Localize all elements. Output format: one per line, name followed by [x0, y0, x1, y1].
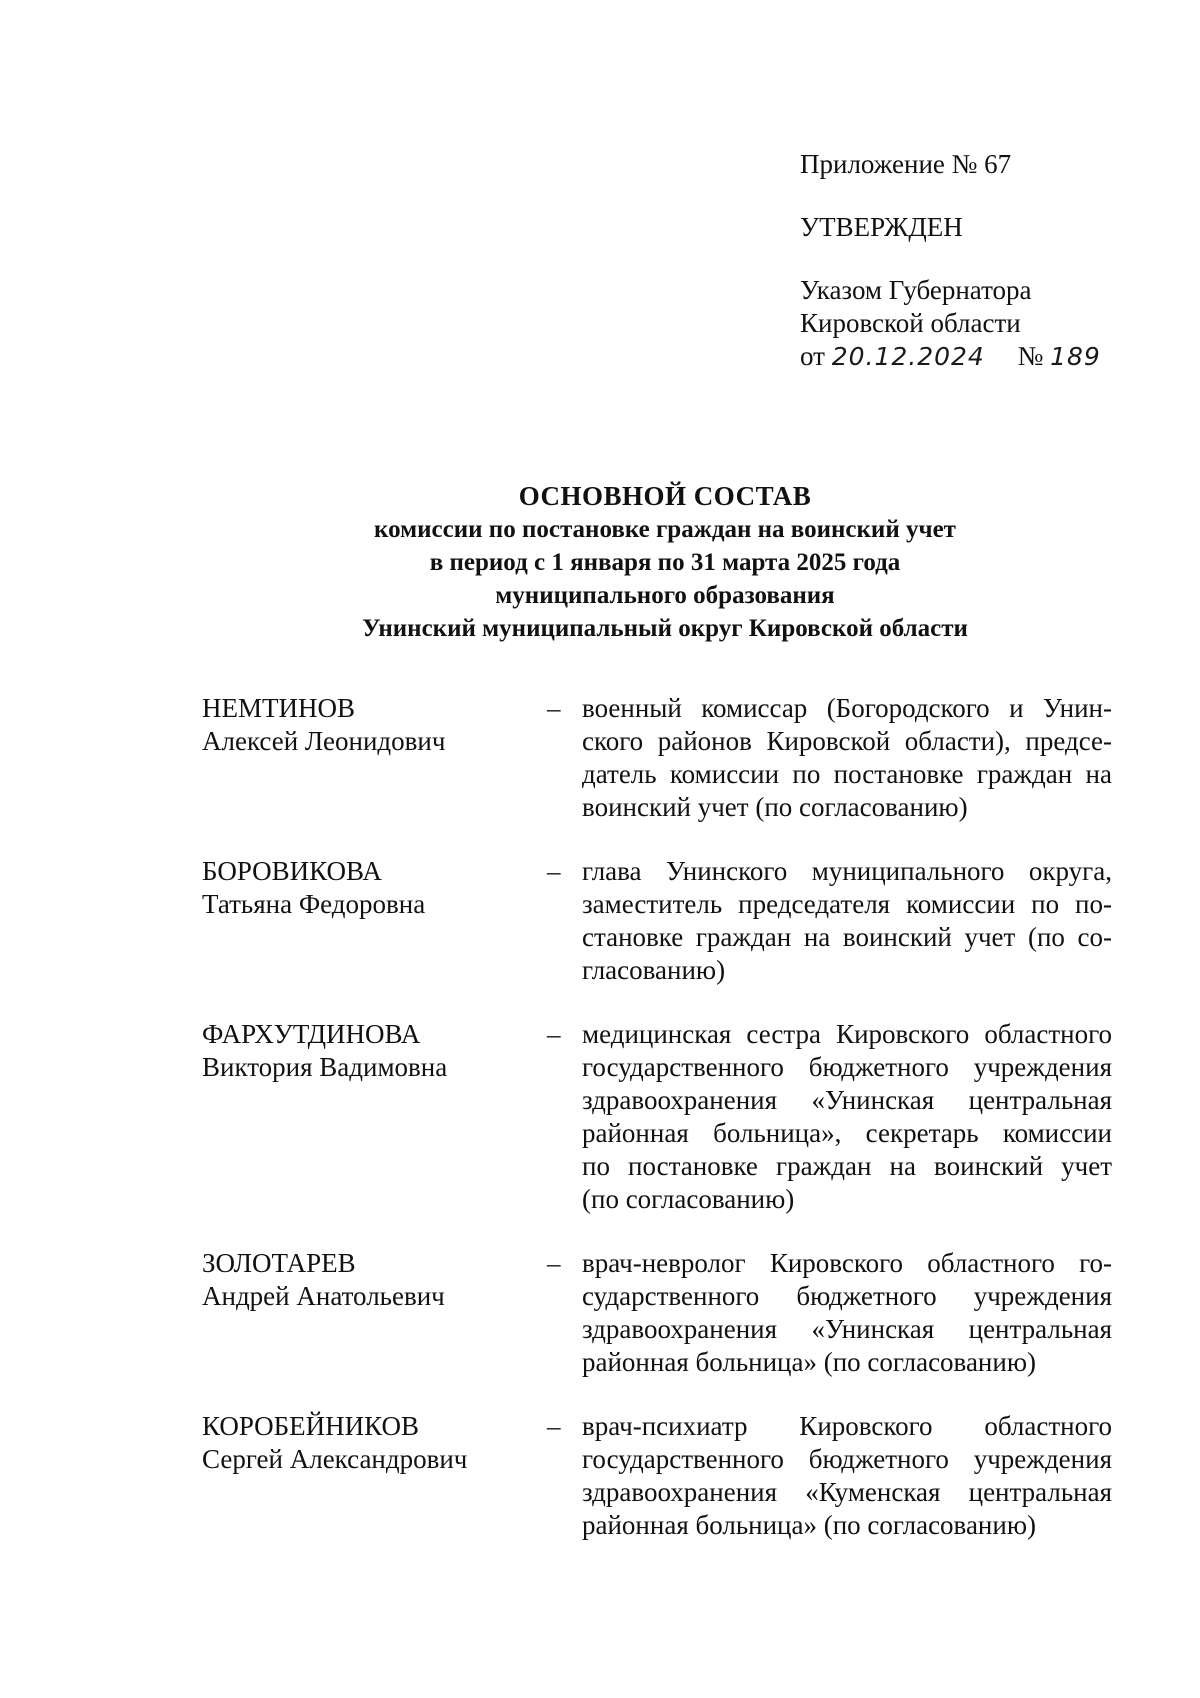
member-description — [582, 692, 1112, 824]
member-surname: ЗОЛОТАРЕВ — [202, 1248, 356, 1278]
description-line: сударственного бюджетного учреждения — [582, 1281, 1112, 1311]
handwritten-number: 189 — [1050, 342, 1101, 371]
member-given-name: Андрей Анатольевич — [202, 1281, 445, 1311]
approved-label: УТВЕРЖДЕН — [800, 212, 963, 242]
member-entry — [202, 1410, 1122, 1542]
description-line: государственного бюджетного учреждения — [582, 1052, 1112, 1082]
member-dash: – — [547, 1248, 561, 1278]
member-entry — [202, 1018, 1122, 1216]
description-line: военный комиссар (Богородского и Унин- — [582, 693, 1112, 723]
description-line: врач-психиатр Кировского областного — [582, 1411, 1112, 1441]
appendix-number: Приложение № 67 — [800, 149, 1012, 179]
from-label: от — [800, 341, 825, 371]
member-surname: БОРОВИКОВА — [202, 856, 382, 886]
member-entry — [202, 855, 1122, 987]
description-line: становке граждан на воинский учет (по со- — [582, 922, 1112, 952]
heading-line: муниципального образования — [495, 582, 835, 609]
member-surname: НЕМТИНОВ — [202, 693, 355, 723]
member-dash: – — [547, 1019, 561, 1049]
description-line: государственного бюджетного учреждения — [582, 1444, 1112, 1474]
member-dash: – — [547, 1411, 561, 1441]
member-description — [582, 1410, 1112, 1542]
member-name — [202, 1410, 547, 1476]
description-line: здравоохранения «Унинская центральная — [582, 1085, 1112, 1115]
handwritten-date: 20.12.2024 — [831, 342, 985, 371]
number-label: № — [1017, 341, 1044, 371]
approved-by-line-1: Указом Губернатора — [800, 275, 1032, 305]
member-entry — [202, 1247, 1122, 1379]
member-description — [582, 1247, 1112, 1379]
member-description — [582, 1018, 1112, 1216]
members-list — [202, 692, 1122, 1573]
description-line: районная больница» (по согласованию) — [582, 1510, 1036, 1540]
description-line: по постановке граждан на воинский учет — [582, 1151, 1112, 1181]
description-line: районная больница», секретарь комиссии — [582, 1118, 1112, 1148]
description-line: заместитель председателя комиссии по по- — [582, 889, 1112, 919]
description-line: гласованию) — [582, 955, 726, 985]
member-surname: КОРОБЕЙНИКОВ — [202, 1411, 420, 1441]
member-name — [202, 1018, 547, 1084]
member-given-name: Татьяна Федоровна — [202, 889, 426, 919]
decree-date-number — [800, 340, 1160, 373]
heading-line: Унинский муниципальный округ Кировской области — [362, 615, 968, 642]
description-line: датель комиссии по постановке граждан на — [582, 759, 1112, 789]
member-surname: ФАРХУТДИНОВА — [202, 1019, 421, 1049]
member-dash: – — [547, 693, 561, 723]
heading-line: комиссии по постановке граждан на воинский учет — [374, 516, 956, 543]
heading-line: в период с 1 января по 31 марта 2025 года — [429, 549, 901, 576]
approval-block — [800, 148, 1160, 373]
description-line: врач-невролог Кировского областного го- — [582, 1248, 1112, 1278]
description-line: медицинская сестра Кировского областного — [582, 1019, 1112, 1049]
description-line: районная больница» (по согласованию) — [582, 1347, 1036, 1377]
approved-by-line-2: Кировской области — [800, 308, 1021, 338]
description-line: ского районов Кировской области), предсе- — [582, 726, 1112, 756]
description-line: (по согласованию) — [582, 1184, 795, 1214]
document-heading — [0, 480, 1200, 645]
description-line: глава Унинского муниципального округа, — [582, 856, 1112, 886]
heading-title: ОСНОВНОЙ СОСТАВ — [518, 481, 812, 511]
member-dash: – — [547, 856, 561, 886]
member-given-name: Сергей Александрович — [202, 1444, 468, 1474]
member-name — [202, 1247, 547, 1313]
member-name — [202, 855, 547, 921]
member-entry — [202, 692, 1122, 824]
description-line: здравоохранения «Куменская центральная — [582, 1477, 1112, 1507]
description-line: здравоохранения «Унинская центральная — [582, 1314, 1112, 1344]
description-line: воинский учет (по согласованию) — [582, 792, 968, 822]
member-given-name: Виктория Вадимовна — [202, 1052, 448, 1082]
member-given-name: Алексей Леонидович — [202, 726, 446, 756]
member-description — [582, 855, 1112, 987]
member-name — [202, 692, 547, 758]
